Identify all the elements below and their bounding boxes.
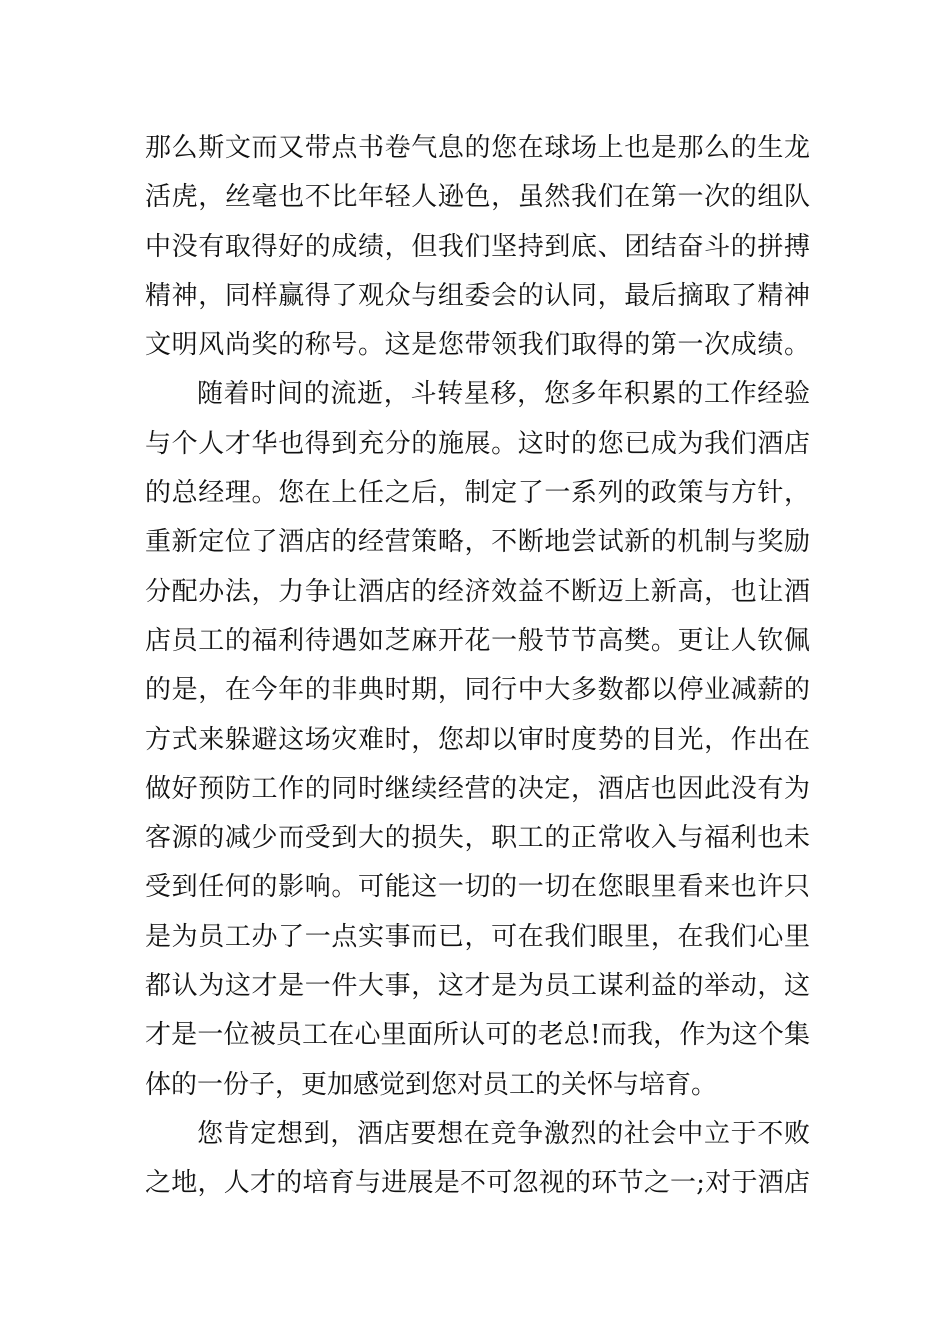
text-line: 的总经理。您在上任之后，制定了一系列的政策与方针， bbox=[145, 478, 811, 509]
text-line: 重新定位了酒店的经营策略，不断地尝试新的机制与奖励 bbox=[145, 527, 811, 558]
text-line: 方式来躲避这场灾难时，您却以审时度势的目光，作出在 bbox=[145, 724, 811, 755]
text-line: 的是，在今年的非典时期，同行中大多数都以停业减薪的 bbox=[145, 675, 811, 706]
text-line: 是为员工办了一点实事而已，可在我们眼里，在我们心里 bbox=[145, 921, 811, 952]
text-line: 受到任何的影响。可能这一切的一切在您眼里看来也许只 bbox=[145, 872, 811, 903]
text-line: 那么斯文而又带点书卷气息的您在球场上也是那么的生龙 bbox=[145, 133, 811, 163]
text-line: 做好预防工作的同时继续经营的决定，酒店也因此没有为 bbox=[145, 773, 811, 804]
text-line: 体的一份子，更加感觉到您对员工的关怀与培育。 bbox=[145, 1069, 718, 1100]
text-line: 之地，人才的培育与进展是不可忽视的环节之一;对于酒店 bbox=[145, 1168, 811, 1199]
text-line: 文明风尚奖的称号。这是您带领我们取得的第一次成绩。 bbox=[145, 330, 811, 361]
text-line: 才是一位被员工在心里面所认可的老总!而我，作为这个集 bbox=[145, 1020, 811, 1051]
text-line: 都认为这才是一件大事，这才是为员工谋利益的举动，这 bbox=[145, 971, 811, 1002]
text-line: 活虎，丝毫也不比年轻人逊色，虽然我们在第一次的组队 bbox=[145, 182, 811, 213]
text-line: 精神，同样赢得了观众与组委会的认同，最后摘取了精神 bbox=[145, 280, 811, 311]
text-line: 中没有取得好的成绩，但我们坚持到底、团结奋斗的拼搏 bbox=[145, 231, 811, 262]
text-line: 您肯定想到，酒店要想在竞争激烈的社会中立于不败 bbox=[197, 1118, 811, 1149]
body-text bbox=[145, 124, 810, 1209]
text-line: 与个人才华也得到充分的施展。这时的您已成为我们酒店 bbox=[145, 428, 811, 459]
text-line: 分配办法，力争让酒店的经济效益不断迈上新高，也让酒 bbox=[145, 576, 811, 607]
text-line: 客源的减少而受到大的损失，职工的正常收入与福利也未 bbox=[145, 823, 811, 854]
text-line: 店员工的福利待遇如芝麻开花一般节节高樊。更让人钦佩 bbox=[145, 625, 811, 656]
text-line: 随着时间的流逝，斗转星移，您多年积累的工作经验 bbox=[197, 379, 811, 410]
